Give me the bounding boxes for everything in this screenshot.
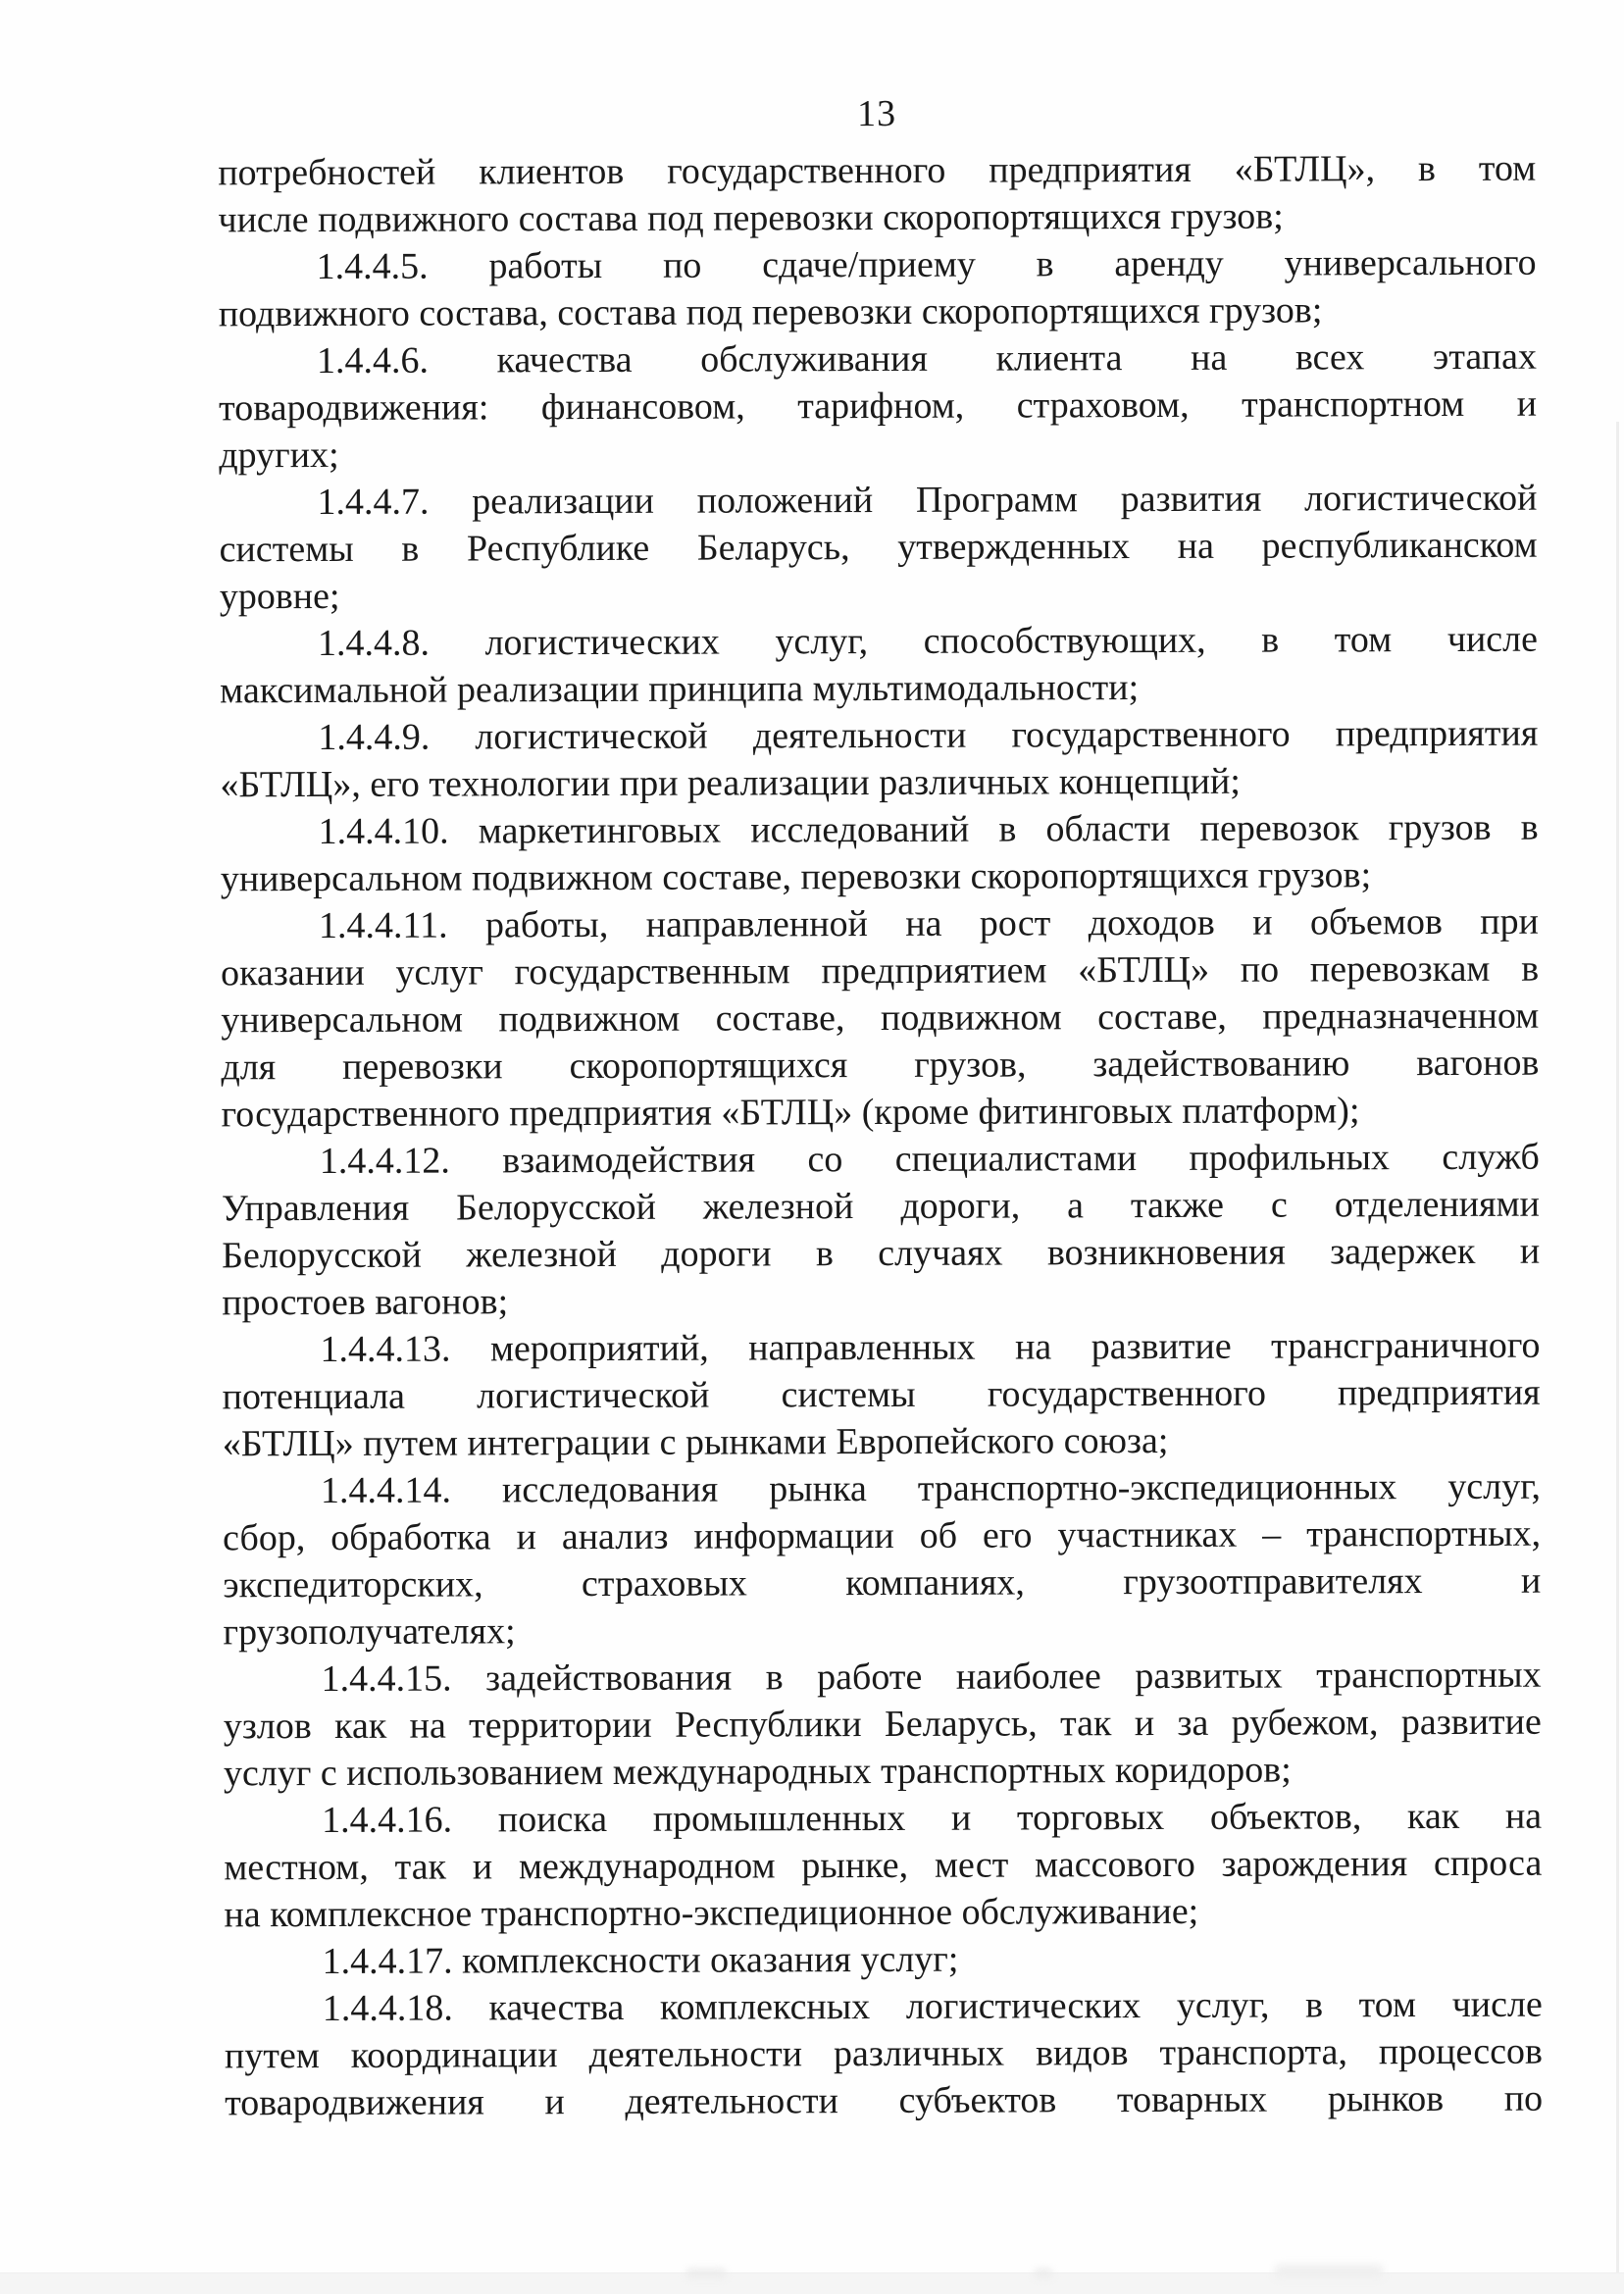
- paragraph: [220, 710, 1538, 809]
- text-line: грузополучателях;: [223, 1610, 516, 1654]
- scan-smudge: [1275, 2265, 1383, 2278]
- scan-smudge: [686, 2269, 726, 2278]
- text-line: Управления Белорусской железной дороги, а также с отделениями: [221, 1183, 1541, 1230]
- text-line: узлов как на территории Республики Беларусь, так и за рубежом, развитие: [223, 1701, 1542, 1748]
- text-line: для перевозки скоропортящихся грузов, задействованию вагонов: [221, 1042, 1540, 1089]
- text-line: 1.4.4.14. исследования рынка транспортно-экспедиционных услуг,: [320, 1465, 1542, 1511]
- text-line: 1.4.4.18. качества комплексных логистических услуг, в том числе: [322, 1983, 1543, 2029]
- text-line: 1.4.4.7. реализации положений Программ развития логистической: [317, 477, 1538, 523]
- paragraph: [221, 804, 1539, 903]
- paragraph: [223, 1463, 1542, 1657]
- text-line: 1.4.4.10. маркетинговых исследований в области перевозок грузов в: [318, 806, 1539, 852]
- paragraph: [221, 898, 1540, 1139]
- text-line: 1.4.4.12. взаимодействия со специалистами профильных служб: [319, 1136, 1540, 1182]
- text-line: экспедиторских, страховых компаниях, грузоотправителях и: [223, 1559, 1542, 1606]
- paragraph: [219, 333, 1537, 480]
- paragraph: [218, 145, 1536, 244]
- text-line: «БТЛЦ», его технологии при реализации различных концепций;: [220, 760, 1241, 806]
- text-line: потребностей клиентов государственного предприятия «БТЛЦ», в том: [218, 147, 1537, 194]
- paragraph: [225, 1981, 1543, 2127]
- paragraph: [220, 616, 1538, 715]
- text-line: универсальном подвижном составе, перевозки скоропортящихся грузов;: [220, 854, 1372, 900]
- paragraph: [222, 1322, 1540, 1468]
- text-line: оказании услуг государственным предприятием «БТЛЦ» по перевозкам в: [221, 947, 1540, 994]
- text-line: услуг с использованием международных транспортных коридоров;: [223, 1749, 1292, 1795]
- paragraph: [219, 475, 1537, 621]
- text-line: 1.4.4.8. логистических услуг, способствующих, в том числе: [317, 618, 1539, 664]
- paragraph: [224, 1793, 1542, 1939]
- scan-smudge: [1035, 2269, 1052, 2278]
- text-line: государственного предприятия «БТЛЦ» (кроме фитинговых платформ);: [221, 1090, 1360, 1136]
- text-line: 1.4.4.5. работы по сдаче/приему в аренду универсального: [316, 241, 1537, 287]
- text-line: универсальном подвижном составе, подвижном составе, предназначенном: [221, 994, 1540, 1042]
- page-number: 13: [856, 92, 897, 135]
- text-line: потенциала логистической системы государственного предприятия: [222, 1371, 1541, 1418]
- text-line: максимальной реализации принципа мультимодальности;: [220, 667, 1140, 712]
- text-line: на комплексное транспортно-экспедиционное обслуживание;: [224, 1890, 1199, 1936]
- text-line: уровне;: [219, 575, 340, 618]
- text-line: «БТЛЦ» путем интеграции с рынками Европейского союза;: [222, 1419, 1169, 1465]
- text-line: 1.4.4.6. качества обслуживания клиента на всех этапах: [316, 335, 1538, 382]
- text-line: местном, так и международном рынке, мест массового зарождения спроса: [224, 1842, 1543, 1889]
- paragraph: [224, 1652, 1542, 1798]
- text-line: 1.4.4.9. логистической деятельности государственного предприятия: [318, 712, 1539, 758]
- text-line: других;: [219, 433, 339, 477]
- page-body: [218, 145, 1543, 2127]
- text-line: путем координации деятельности различных видов транспорта, процессов: [224, 2030, 1544, 2077]
- text-line: товародвижения и деятельности субъектов товарных рынков по: [225, 2077, 1544, 2124]
- scan-edge-line: [1616, 422, 1619, 2294]
- text-line: 1.4.4.11. работы, направленной на рост доходов и объемов при: [318, 900, 1540, 946]
- text-line: простоев вагонов;: [222, 1281, 509, 1324]
- text-line: 1.4.4.13. мероприятий, направленных на развитие трансграничного: [320, 1324, 1541, 1370]
- text-line: подвижного состава, состава под перевозки скоропортящихся грузов;: [218, 289, 1323, 335]
- text-line: системы в Республике Беларусь, утвержденных на республиканском: [219, 524, 1538, 571]
- scan-bottom-band: [0, 2272, 1624, 2294]
- text-line: сбор, обработка и анализ информации об его участниках – транспортных,: [223, 1512, 1542, 1559]
- text-line: 1.4.4.16. поиска промышленных и торговых объектов, как на: [322, 1795, 1543, 1841]
- text-line: товародвижения: финансовом, тарифном, страховом, транспортном и: [219, 382, 1538, 430]
- text-line: числе подвижного состава под перевозки скоропортящихся грузов;: [218, 195, 1284, 241]
- text-line: 1.4.4.15. задействования в работе наиболее развитых транспортных: [321, 1654, 1542, 1700]
- paragraph: [219, 239, 1537, 338]
- paragraph: [225, 1934, 1543, 1986]
- page-content: [218, 92, 1543, 2127]
- text-line: 1.4.4.17. комплексности оказания услуг;: [322, 1938, 959, 1982]
- text-line: Белорусской железной дороги в случаях возникновения задержек и: [222, 1230, 1541, 1277]
- paragraph: [222, 1134, 1541, 1327]
